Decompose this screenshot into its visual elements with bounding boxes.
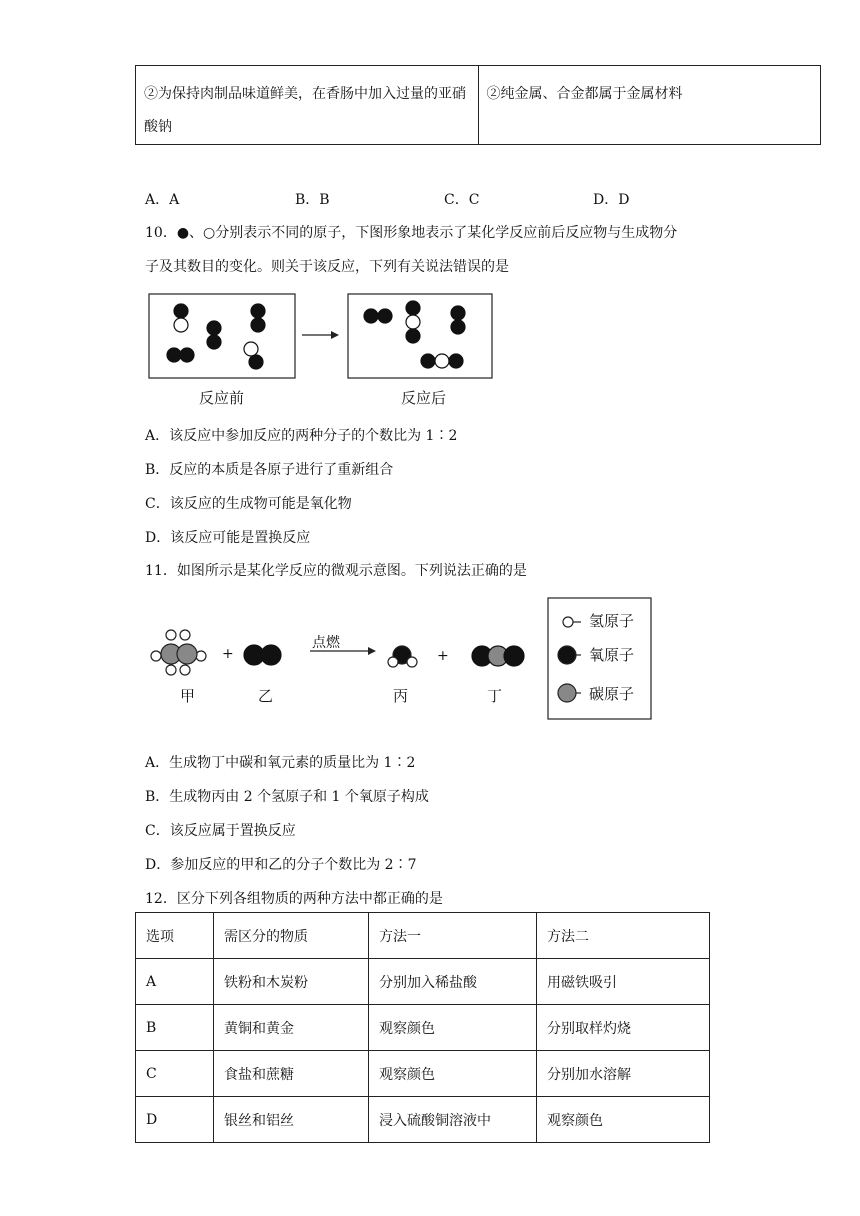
q11-option-b: B．生成物丙由 2 个氢原子和 1 个氧原子构成 — [145, 789, 429, 805]
q11-label-ding: 丁 — [487, 687, 503, 705]
q11-legend-hydrogen: 氢原子 — [589, 612, 635, 630]
q11-option-d: D．参加反应的甲和乙的分子个数比为 2∶7 — [145, 857, 417, 873]
table-cell: 黄铜和黄金 — [214, 1005, 369, 1051]
q12-table — [135, 912, 710, 1143]
table-cell: 观察颜色 — [369, 1051, 537, 1097]
table-cell: 分别加水溶解 — [537, 1051, 710, 1097]
q10-option-b: B．反应的本质是各原子进行了重新组合 — [145, 462, 394, 478]
q11-condition-label: 点燃 — [312, 635, 340, 651]
q10-option-a: A．该反应中参加反应的两种分子的个数比为 1∶2 — [145, 428, 458, 444]
table-row — [136, 1097, 710, 1143]
table-row — [136, 959, 710, 1005]
q11-option-a: A．生成物丁中碳和氧元素的质量比为 1∶2 — [145, 755, 416, 771]
table-header-row — [136, 913, 710, 959]
q9-option-c: C．C — [444, 192, 480, 208]
table-cell: 浸入硫酸铜溶液中 — [369, 1097, 537, 1143]
table-cell: 银丝和铝丝 — [214, 1097, 369, 1143]
q10-stem-line1: 10．●、○分别表示不同的原子，下图形象地表示了某化学反应前后反应物与生成物分 — [145, 225, 678, 241]
table-row — [136, 66, 821, 145]
q11-option-c: C．该反应属于置换反应 — [145, 823, 296, 839]
q11-legend-oxygen: 氧原子 — [589, 646, 635, 664]
q9-option-a: A．A — [145, 192, 180, 208]
q12-stem: 12．区分下列各组物质的两种方法中都正确的是 — [145, 891, 443, 907]
table-cell: 观察颜色 — [369, 1005, 537, 1051]
q9-option-b: B．B — [295, 192, 330, 208]
q10-before-label: 反应前 — [199, 389, 245, 407]
header-cell-method-2: 方法二 — [537, 913, 710, 959]
q10-option-d: D．该反应可能是置换反应 — [145, 530, 311, 546]
q11-plus-2: + — [437, 648, 449, 664]
table-cell: 铁粉和木炭粉 — [214, 959, 369, 1005]
q9-right-cell: ②纯金属、合金都属于金属材料 — [478, 66, 821, 145]
table-row — [136, 1051, 710, 1097]
q11-legend-carbon: 碳原子 — [589, 685, 635, 703]
q9-option-d: D．D — [593, 192, 630, 208]
q11-plus-1: + — [222, 646, 234, 662]
table-row — [136, 1005, 710, 1051]
table-cell: A — [136, 959, 214, 1005]
table-cell: 分别加入稀盐酸 — [369, 959, 537, 1005]
q10-reaction-figure — [140, 288, 510, 413]
q10-stem-line2: 子及其数目的变化。则关于该反应，下列有关说法错误的是 — [145, 259, 509, 275]
q11-label-bing: 丙 — [393, 687, 409, 705]
q11-stem: 11．如图所示是某化学反应的微观示意图。下列说法正确的是 — [145, 563, 527, 579]
table-cell: 观察颜色 — [537, 1097, 710, 1143]
table-cell: C — [136, 1051, 214, 1097]
header-cell-substances: 需区分的物质 — [214, 913, 369, 959]
table-cell: 食盐和蔗糖 — [214, 1051, 369, 1097]
header-cell-option: 选项 — [136, 913, 214, 959]
q10-option-c: C．该反应的生成物可能是氧化物 — [145, 496, 352, 512]
table-cell: D — [136, 1097, 214, 1143]
q10-after-label: 反应后 — [401, 389, 447, 407]
q9-left-cell: ②为保持肉制品味道鲜美，在香肠中加入过量的亚硝酸钠 — [136, 66, 479, 145]
q9-option-table — [135, 65, 821, 145]
q11-label-yi: 乙 — [258, 687, 274, 705]
table-cell: 用磁铁吸引 — [537, 959, 710, 1005]
q11-label-jia: 甲 — [180, 687, 196, 705]
table-cell: 分别取样灼烧 — [537, 1005, 710, 1051]
header-cell-method-1: 方法一 — [369, 913, 537, 959]
table-cell: B — [136, 1005, 214, 1051]
